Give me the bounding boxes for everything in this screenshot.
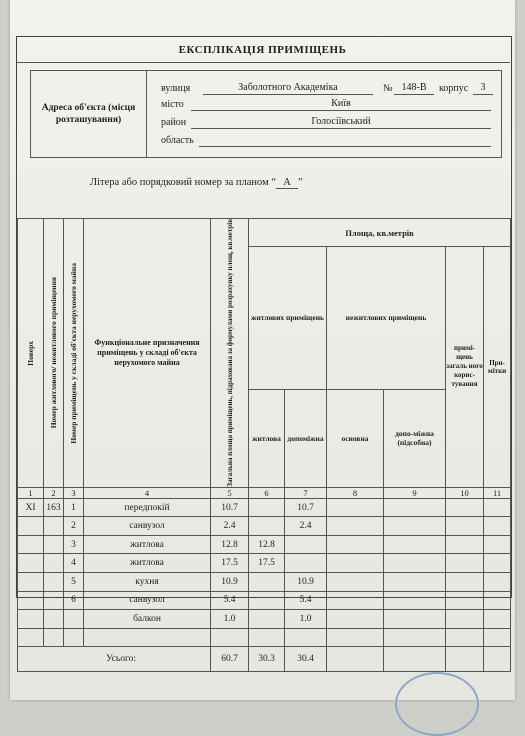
table-row [18, 591, 511, 610]
column-number: 7 [285, 487, 327, 498]
table-row [18, 554, 511, 573]
cell-apartment [44, 554, 64, 573]
column-number: 4 [84, 487, 211, 498]
cell-total: 10.7 [211, 498, 249, 517]
cell-empty [484, 517, 511, 536]
cell-total: 1.0 [211, 610, 249, 629]
cell-empty [446, 554, 484, 573]
column-number: 3 [64, 487, 84, 498]
cell-aux: 1.0 [285, 610, 327, 629]
cell-total: 17.5 [211, 554, 249, 573]
cell-empty [327, 517, 384, 536]
city-label: місто [161, 99, 184, 110]
cell-floor [18, 591, 44, 610]
cell-purpose: санвузол [84, 591, 211, 610]
cell-living [249, 610, 285, 629]
header-common: примі-щень загаль ного корис-тування [446, 247, 484, 488]
district-label: район [161, 117, 187, 128]
table-row-empty [18, 628, 511, 647]
column-number: 5 [211, 487, 249, 498]
cell-empty [327, 628, 384, 647]
cell-living: 17.5 [249, 554, 285, 573]
letter-line-value: А [276, 177, 298, 189]
header-nonresidential: нежитлових приміщень [327, 247, 446, 390]
cell-room [64, 610, 84, 629]
header-aux-nonres: допо-міжна (підсобна) [384, 389, 446, 487]
cell-empty [446, 535, 484, 554]
header-total-area: Загальна площа приміщень, підрахована за формулами розрахунку площ, кв.метрів [211, 219, 249, 488]
cell-floor [18, 610, 44, 629]
district-value: Голосіївський [191, 116, 491, 129]
cell-empty [446, 517, 484, 536]
header-auxiliary: допоміжна [285, 389, 327, 487]
cell-empty [384, 573, 446, 592]
address-block [30, 70, 502, 158]
cell-apartment [44, 591, 64, 610]
cell-empty [384, 554, 446, 573]
cell-floor [18, 554, 44, 573]
column-number-row [18, 487, 511, 498]
cell-empty [64, 628, 84, 647]
number-value: 148-В [394, 82, 434, 95]
cell-empty [446, 498, 484, 517]
total-living: 30.3 [249, 647, 285, 672]
cell-empty [384, 610, 446, 629]
cell-aux: 5.4 [285, 591, 327, 610]
cell-apartment: 163 [44, 498, 64, 517]
cell-empty [484, 591, 511, 610]
cell-empty [384, 628, 446, 647]
cell-empty [446, 647, 484, 672]
number-label: № [383, 83, 393, 94]
cell-empty [484, 573, 511, 592]
cell-aux: 2.4 [285, 517, 327, 536]
explication-table [17, 218, 511, 672]
header-apartment-no: Номер житлового/ нежитлового приміщення [44, 219, 64, 488]
cell-living [249, 517, 285, 536]
cell-empty [446, 573, 484, 592]
table-row [18, 535, 511, 554]
cell-empty [484, 628, 511, 647]
cell-aux: 10.7 [285, 498, 327, 517]
cell-apartment [44, 573, 64, 592]
cell-floor [18, 517, 44, 536]
cell-room: 3 [64, 535, 84, 554]
column-number: 10 [446, 487, 484, 498]
cell-living [249, 573, 285, 592]
header-purpose: Функціональне призначення приміщень у складі об'єкта нерухомого майна [84, 219, 211, 488]
table-row [18, 498, 511, 517]
street-value: Заболотного Академіка [203, 82, 373, 95]
cell-total: 5.4 [211, 591, 249, 610]
table-row [18, 573, 511, 592]
cell-empty [484, 535, 511, 554]
cell-empty [384, 647, 446, 672]
total-row [18, 647, 511, 672]
column-number: 2 [44, 487, 64, 498]
cell-empty [44, 628, 64, 647]
cell-empty [484, 647, 511, 672]
cell-floor [18, 535, 44, 554]
header-floor: Поверх [18, 219, 44, 488]
cell-purpose: передпокій [84, 498, 211, 517]
cell-total: 12.8 [211, 535, 249, 554]
cell-empty [484, 554, 511, 573]
column-number: 1 [18, 487, 44, 498]
cell-empty [327, 498, 384, 517]
cell-empty [484, 498, 511, 517]
cell-living [249, 498, 285, 517]
cell-empty [327, 647, 384, 672]
korpus-value: 3 [473, 82, 493, 95]
region-label: область [161, 135, 194, 146]
cell-empty [211, 628, 249, 647]
cell-aux [285, 535, 327, 554]
cell-empty [327, 610, 384, 629]
column-number: 6 [249, 487, 285, 498]
cell-floor [18, 573, 44, 592]
cell-room: 5 [64, 573, 84, 592]
cell-floor: XI [18, 498, 44, 517]
cell-empty [384, 591, 446, 610]
cell-empty [18, 628, 44, 647]
header-residential: житлових приміщень [249, 247, 327, 390]
cell-purpose: житлова [84, 535, 211, 554]
cell-empty [249, 628, 285, 647]
cell-room: 4 [64, 554, 84, 573]
cell-room: 6 [64, 591, 84, 610]
cell-empty [285, 628, 327, 647]
korpus-label: корпус [439, 83, 469, 94]
cell-apartment [44, 517, 64, 536]
cell-purpose: кухня [84, 573, 211, 592]
header-living: житлова [249, 389, 285, 487]
cell-empty [384, 498, 446, 517]
cell-empty [84, 628, 211, 647]
total-label: Усього: [18, 647, 211, 672]
street-label: вулиця [161, 83, 191, 94]
cell-empty [327, 591, 384, 610]
cell-aux: 10.9 [285, 573, 327, 592]
header-area-group: Площа, кв.метрів [249, 219, 511, 247]
cell-living: 12.8 [249, 535, 285, 554]
cell-purpose: балкон [84, 610, 211, 629]
cell-room: 2 [64, 517, 84, 536]
column-number: 9 [384, 487, 446, 498]
total-aux: 30.4 [285, 647, 327, 672]
cell-aux [285, 554, 327, 573]
cell-total: 10.9 [211, 573, 249, 592]
cell-empty [446, 628, 484, 647]
column-number: 11 [484, 487, 511, 498]
header-main: основна [327, 389, 384, 487]
cell-empty [327, 554, 384, 573]
cell-empty [384, 535, 446, 554]
table-row [18, 610, 511, 629]
table-row [18, 517, 511, 536]
cell-apartment [44, 610, 64, 629]
cell-total: 2.4 [211, 517, 249, 536]
cell-room: 1 [64, 498, 84, 517]
cell-living [249, 591, 285, 610]
cell-apartment [44, 535, 64, 554]
address-label: Адреса об'єкта (місця розташування) [31, 71, 147, 157]
official-stamp [395, 672, 479, 736]
letter-line: Літера або порядковий номер за планом “ А ” [90, 177, 303, 188]
header-notes: При-мітки [484, 247, 511, 488]
cell-purpose: житлова [84, 554, 211, 573]
cell-empty [446, 591, 484, 610]
cell-empty [484, 610, 511, 629]
document-title: ЕКСПЛІКАЦІЯ ПРИМІЩЕНЬ [178, 44, 347, 56]
cell-empty [446, 610, 484, 629]
cell-empty [384, 517, 446, 536]
cell-empty [327, 573, 384, 592]
title-divider [17, 62, 510, 63]
letter-line-label: Літера або порядковий номер за планом [90, 177, 269, 188]
column-number: 8 [327, 487, 384, 498]
header-room-no: Номер приміщень у складі об'єкта нерухомого майна [64, 219, 84, 488]
city-value: Київ [191, 98, 491, 111]
region-value [199, 134, 491, 147]
cell-purpose: санвузол [84, 517, 211, 536]
total-area: 60.7 [211, 647, 249, 672]
cell-empty [327, 535, 384, 554]
